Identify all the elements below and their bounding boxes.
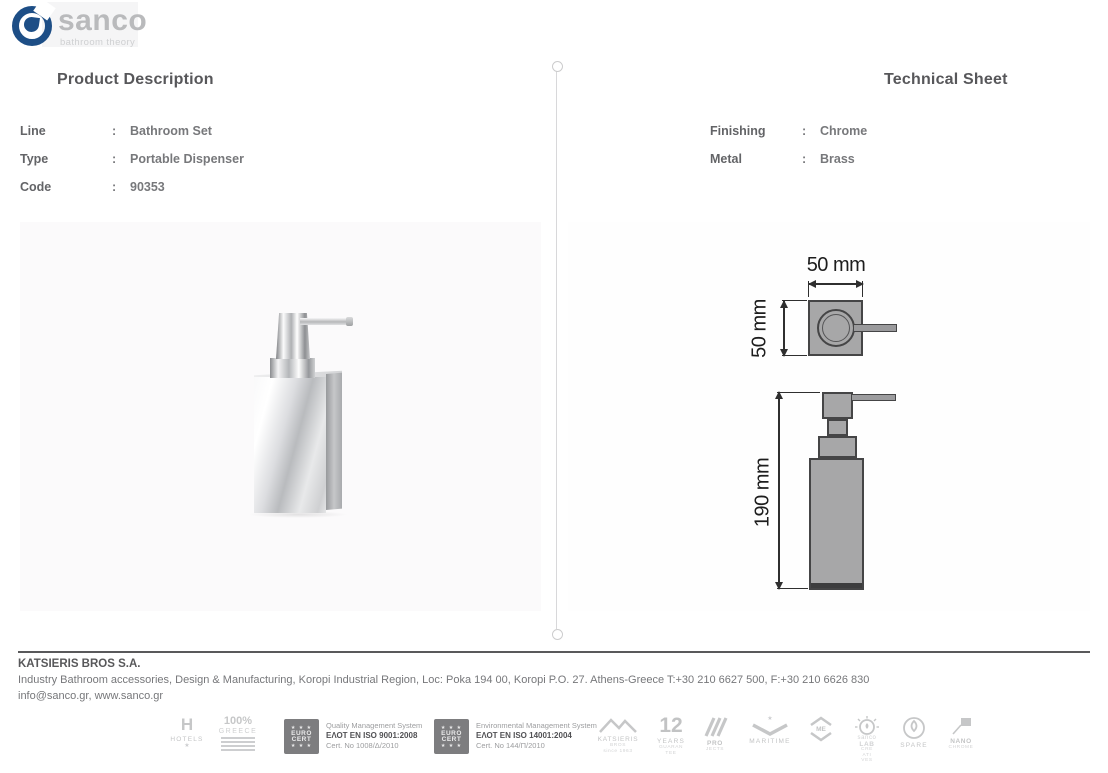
dimension-depth-line bbox=[783, 301, 785, 356]
cert-standard: ΕΛΟΤ EN ISO 9001:2008 bbox=[326, 731, 418, 740]
badge-nano-chrome bbox=[938, 716, 984, 751]
maritime-label: MARITIME bbox=[749, 738, 791, 745]
eurocert-quality-badge-icon bbox=[284, 719, 319, 754]
lightbulb-icon bbox=[854, 716, 880, 736]
brand-name: sanco bbox=[58, 4, 148, 37]
spec-value: Portable Dispenser bbox=[130, 152, 244, 166]
dimension-width-label: 50 mm bbox=[806, 254, 866, 276]
spec-label: Line bbox=[20, 124, 46, 138]
front-view-pump-head bbox=[822, 392, 853, 419]
nano-line1: NANO bbox=[950, 738, 972, 745]
star-icon: ★ bbox=[184, 743, 190, 749]
cert-quality-text bbox=[326, 721, 422, 751]
product-description-title: Product Description bbox=[57, 71, 214, 88]
lab-sanco: sanco bbox=[857, 735, 877, 741]
wave-chevron-icon bbox=[751, 723, 789, 736]
badge-stars: ★ ★ ★ bbox=[440, 742, 463, 749]
badge-maritime bbox=[744, 716, 796, 745]
spec-separator: : bbox=[112, 180, 117, 194]
front-view-spout bbox=[851, 394, 896, 401]
lab-sub2: ATI bbox=[862, 752, 872, 758]
extension-line bbox=[782, 355, 807, 356]
photo-body-front bbox=[254, 377, 326, 513]
badge-euro: EURO bbox=[441, 729, 462, 737]
spec-row-line bbox=[20, 122, 320, 140]
spec-row-finishing bbox=[710, 122, 1010, 140]
years-sub2: TEE bbox=[665, 750, 677, 756]
years-sub1: GUARAN bbox=[658, 745, 684, 750]
dimension-depth-label: 50 mm bbox=[748, 299, 771, 358]
lab-sub3: VES bbox=[861, 758, 873, 763]
years-label: YEARS bbox=[656, 738, 686, 745]
dimension-height-label: 190 mm bbox=[751, 457, 774, 528]
projects-line2: JECTS bbox=[705, 747, 725, 752]
footer-company-name: KATSIERIS BROS S.A. bbox=[18, 658, 141, 670]
badge-sanco-lab bbox=[848, 716, 886, 764]
spare-label: SPARE bbox=[900, 742, 928, 749]
years-number: 12 bbox=[659, 714, 683, 737]
badge-stars: ★ ★ ★ bbox=[290, 724, 313, 731]
spec-row-code bbox=[20, 178, 320, 196]
extension-line bbox=[777, 588, 808, 589]
greece-percent: 100% bbox=[223, 715, 253, 727]
photo-pump-collar bbox=[270, 358, 315, 378]
katsieris-line2: BROS bbox=[610, 743, 626, 748]
badge-12-years bbox=[651, 716, 691, 756]
greek-flag-icon bbox=[221, 737, 255, 751]
dimension-width-line bbox=[809, 283, 863, 285]
cert-system: Quality Management System bbox=[326, 721, 423, 730]
spec-separator: : bbox=[802, 152, 807, 166]
lab-sub1: CRE bbox=[861, 747, 873, 752]
photo-pump-spout bbox=[300, 318, 352, 325]
badge-projects bbox=[696, 716, 734, 753]
mountains-icon bbox=[598, 716, 638, 734]
cert-number: Cert. No 144/Π/2010 bbox=[476, 741, 545, 750]
spec-value: Bathroom Set bbox=[130, 124, 212, 138]
technical-specs bbox=[710, 122, 1010, 178]
greece-label: GREECE bbox=[218, 728, 258, 735]
extension-line bbox=[862, 281, 863, 297]
katsieris-line3: since 1963 bbox=[603, 748, 633, 754]
photo-body-side bbox=[326, 373, 342, 510]
hotels-icon: H bbox=[180, 715, 194, 734]
badge-cert: CERT bbox=[441, 735, 462, 743]
badge-100-greece bbox=[214, 716, 262, 751]
katsieris-line1: KATSIERIS bbox=[597, 736, 639, 743]
hotels-label: HOTELS bbox=[170, 736, 204, 743]
spec-value: Chrome bbox=[820, 124, 868, 138]
cert-number: Cert. No 1008/Δ/2010 bbox=[326, 741, 399, 750]
sanco-drop-icon bbox=[12, 6, 54, 48]
badge-katsieris bbox=[594, 716, 642, 754]
divider-dot-bottom bbox=[552, 629, 563, 640]
divider-dot-top bbox=[552, 61, 563, 72]
cert-system: Environmental Management System bbox=[476, 721, 597, 730]
spec-separator: : bbox=[802, 124, 807, 138]
cert-standard: ΕΛΟΤ EN ISO 14001:2004 bbox=[476, 731, 572, 740]
front-view-base bbox=[811, 583, 862, 588]
front-view-neck bbox=[827, 419, 848, 436]
product-specs bbox=[20, 122, 320, 206]
badge-spare bbox=[896, 716, 932, 749]
front-view-body bbox=[809, 458, 864, 590]
front-view-collar bbox=[818, 436, 857, 458]
spec-row-type bbox=[20, 150, 320, 168]
footer-address: Industry Bathroom accessories, Design & Manufacturing, Koropi Industrial Region, Loc: Poka 194 00, Koropi P.O. 27. Athens-Greece T:+30 210 6627 500, F:+30 210 6626 830 bbox=[18, 674, 870, 686]
technical-sheet-title: Technical Sheet bbox=[884, 71, 1008, 88]
drop-circle-icon bbox=[902, 716, 926, 740]
spec-label: Type bbox=[20, 152, 49, 166]
brand-tagline: bathroom theory bbox=[60, 37, 136, 48]
photo-spout-tip bbox=[346, 317, 353, 326]
top-view-spout bbox=[853, 324, 897, 332]
badge-stars: ★ ★ ★ bbox=[290, 742, 313, 749]
center-divider bbox=[556, 70, 557, 629]
maritime-star-icon: ★ bbox=[767, 716, 773, 722]
badge-euro: EURO bbox=[291, 729, 312, 737]
eurocert-environment-badge-icon bbox=[434, 719, 469, 754]
projects-line1: PRO bbox=[707, 740, 723, 747]
spec-separator: : bbox=[112, 124, 117, 138]
spec-separator: : bbox=[112, 152, 117, 166]
spec-value: 90353 bbox=[130, 180, 165, 194]
dimension-height-line bbox=[778, 392, 780, 589]
diamond-chevrons-icon bbox=[809, 716, 833, 742]
spec-label: Metal bbox=[710, 152, 742, 166]
badge-hotels bbox=[166, 716, 208, 750]
footer-rule bbox=[18, 651, 1090, 653]
badge-stars: ★ ★ ★ bbox=[440, 724, 463, 731]
top-view-pump-circle-inner bbox=[822, 314, 850, 342]
diagonal-stripes-icon bbox=[700, 716, 730, 738]
extension-line bbox=[808, 281, 809, 297]
spec-row-metal bbox=[710, 150, 1010, 168]
spec-value: Brass bbox=[820, 152, 855, 166]
extension-line bbox=[777, 392, 820, 393]
cert-environment-text bbox=[476, 721, 597, 751]
lab-label: LAB bbox=[859, 740, 875, 748]
me-label: ME bbox=[816, 726, 826, 733]
spec-label: Finishing bbox=[710, 124, 766, 138]
badge-me bbox=[806, 716, 836, 742]
footer-contacts: info@sanco.gr, www.sanco.gr bbox=[18, 690, 164, 702]
badge-cert: CERT bbox=[291, 735, 312, 743]
extension-line bbox=[782, 300, 807, 301]
nano-flag-icon bbox=[949, 716, 973, 736]
nano-line2: CHROME bbox=[948, 745, 974, 750]
spec-label: Code bbox=[20, 180, 52, 194]
